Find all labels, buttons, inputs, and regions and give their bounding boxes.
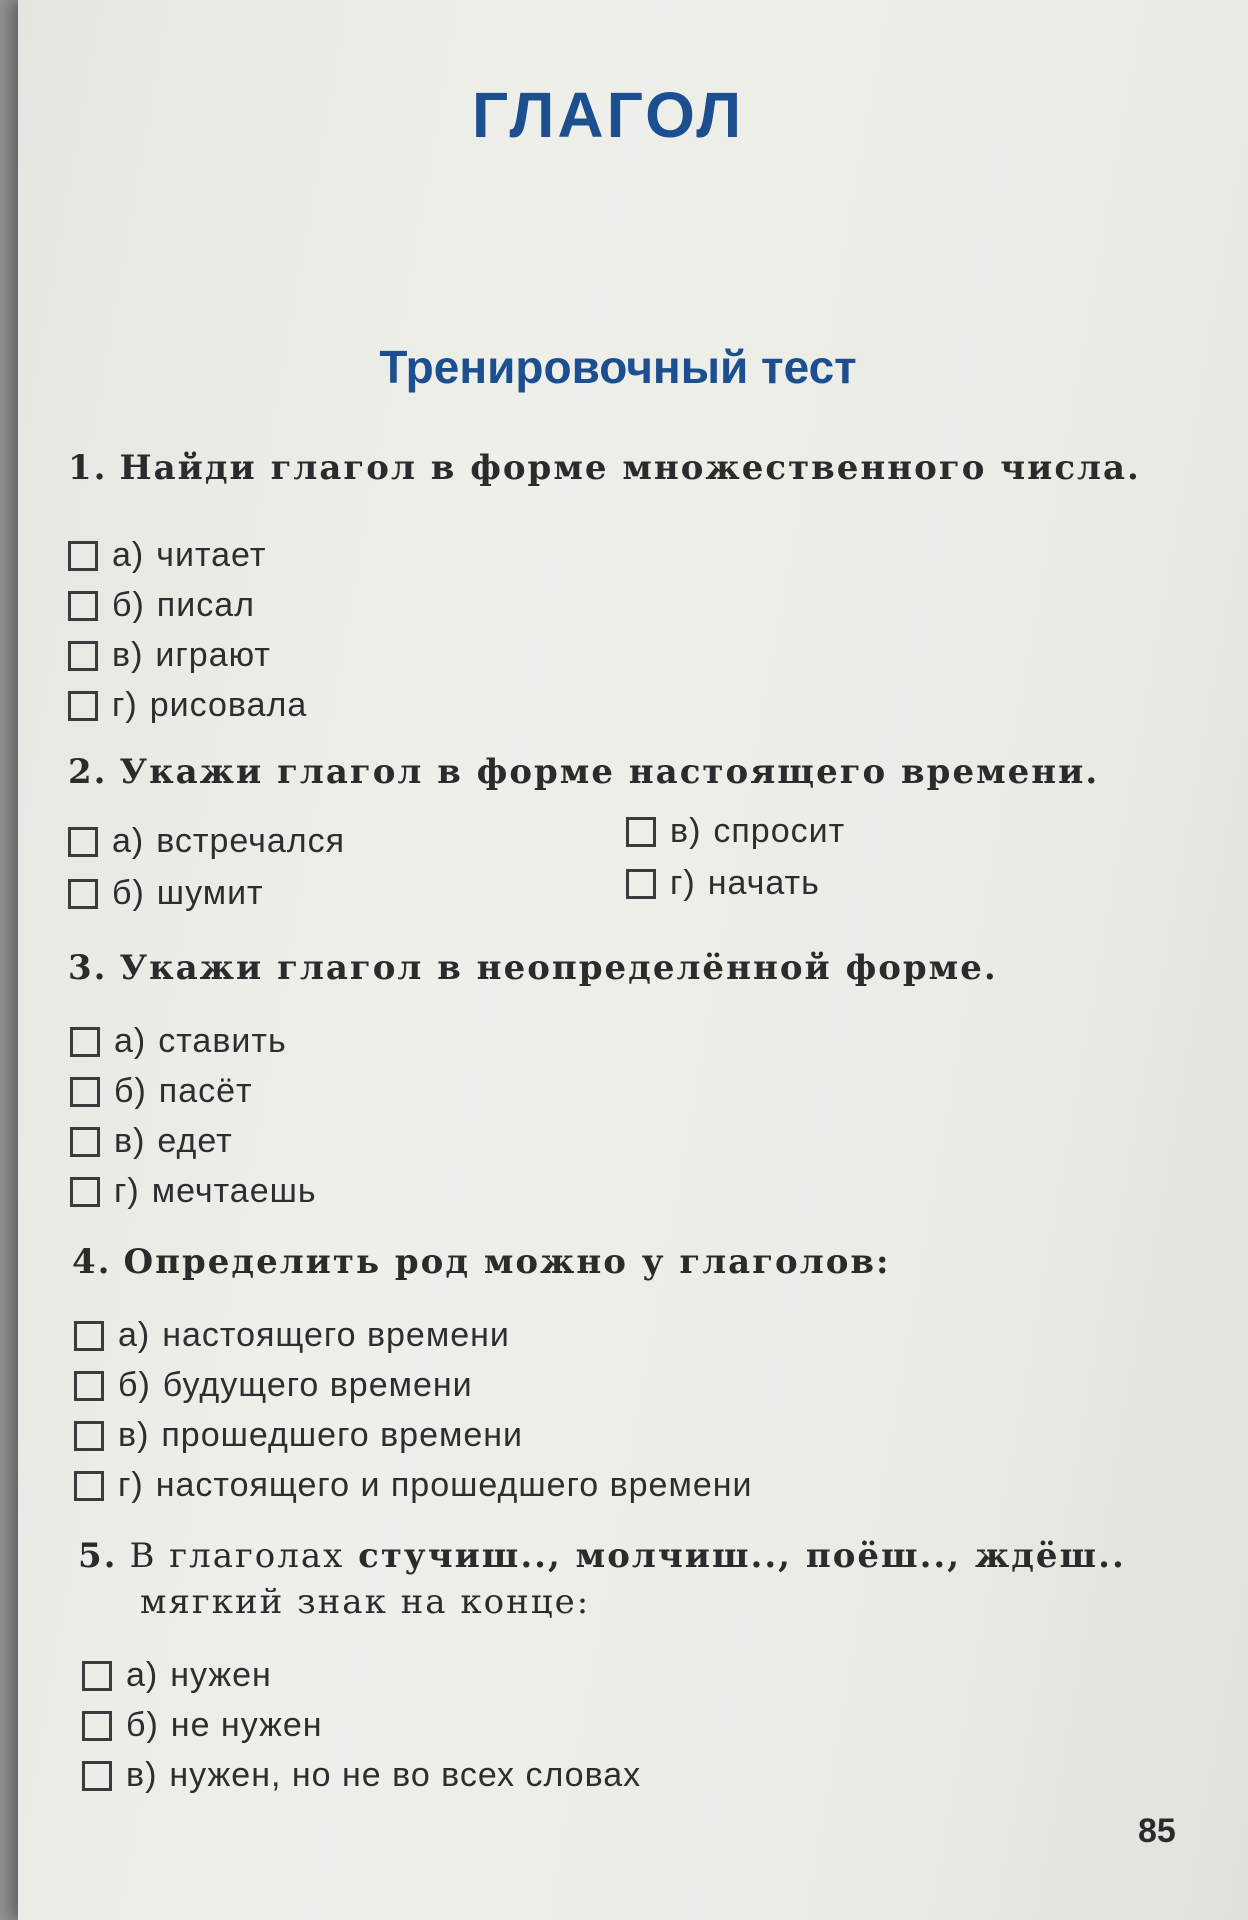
question-number: 1. bbox=[68, 448, 108, 488]
option-3d[interactable] bbox=[70, 1172, 317, 1211]
question-5 bbox=[78, 1536, 1126, 1576]
option-letter: б) bbox=[126, 1706, 159, 1744]
checkbox[interactable] bbox=[68, 691, 98, 721]
option-text: нужен bbox=[170, 1656, 272, 1694]
question-text: Укажи глагол в неопределённой форме. bbox=[119, 948, 998, 988]
option-text: встречался bbox=[156, 822, 346, 860]
checkbox[interactable] bbox=[70, 1077, 100, 1107]
option-5c[interactable] bbox=[82, 1756, 641, 1795]
option-text: будущего времени bbox=[162, 1366, 473, 1404]
option-letter: г) bbox=[114, 1172, 140, 1210]
checkbox[interactable] bbox=[74, 1321, 104, 1351]
checkbox[interactable] bbox=[82, 1761, 112, 1791]
option-text: играют bbox=[155, 636, 271, 674]
option-text: писал bbox=[156, 586, 255, 624]
question-2 bbox=[68, 752, 1099, 792]
option-1c[interactable] bbox=[68, 636, 271, 675]
question-text-line2: мягкий знак на конце: bbox=[140, 1582, 591, 1622]
option-letter: а) bbox=[114, 1022, 147, 1060]
option-4c[interactable] bbox=[74, 1416, 523, 1455]
checkbox[interactable] bbox=[74, 1371, 104, 1401]
question-1 bbox=[68, 448, 1141, 488]
checkbox[interactable] bbox=[74, 1471, 104, 1501]
checkbox[interactable] bbox=[68, 641, 98, 671]
option-2b[interactable] bbox=[68, 874, 264, 913]
option-letter: в) bbox=[126, 1756, 158, 1794]
checkbox[interactable] bbox=[70, 1177, 100, 1207]
option-letter: а) bbox=[112, 822, 145, 860]
option-text: ставить bbox=[158, 1022, 287, 1060]
question-5-line2 bbox=[140, 1582, 590, 1622]
checkbox[interactable] bbox=[70, 1127, 100, 1157]
question-number: 4. bbox=[72, 1242, 112, 1282]
checkbox[interactable] bbox=[626, 869, 656, 899]
option-1d[interactable] bbox=[68, 686, 307, 725]
question-3 bbox=[68, 948, 998, 988]
checkbox[interactable] bbox=[70, 1027, 100, 1057]
option-3a[interactable] bbox=[70, 1022, 287, 1061]
test-subtitle: Тренировочный тест bbox=[379, 341, 857, 393]
option-1b[interactable] bbox=[68, 586, 255, 625]
option-text: шумит bbox=[156, 874, 264, 912]
option-3c[interactable] bbox=[70, 1122, 233, 1161]
question-number: 2. bbox=[68, 752, 108, 792]
question-words: стучиш.., молчиш.., поёш.., ждёш.. bbox=[358, 1536, 1126, 1576]
page-number: 85 bbox=[1138, 1812, 1176, 1850]
option-2a[interactable] bbox=[68, 822, 345, 861]
checkbox[interactable] bbox=[68, 541, 98, 571]
question-text: В глаголах bbox=[129, 1536, 345, 1576]
option-letter: а) bbox=[118, 1316, 151, 1354]
option-text: спросит bbox=[713, 812, 846, 850]
option-text: едет bbox=[157, 1122, 233, 1160]
option-letter: а) bbox=[126, 1656, 159, 1694]
textbook-page bbox=[18, 0, 1248, 1920]
option-text: читает bbox=[156, 536, 267, 574]
question-number: 5. bbox=[78, 1536, 118, 1576]
option-1a[interactable] bbox=[68, 536, 266, 575]
option-4b[interactable] bbox=[74, 1366, 473, 1405]
option-4a[interactable] bbox=[74, 1316, 510, 1355]
question-text: Определить род можно у глаголов: bbox=[123, 1242, 891, 1282]
option-2d[interactable] bbox=[626, 864, 820, 903]
option-letter: г) bbox=[112, 686, 138, 724]
checkbox[interactable] bbox=[68, 591, 98, 621]
option-text: нужен, но не во всех словах bbox=[169, 1756, 642, 1794]
option-letter: в) bbox=[670, 812, 702, 850]
checkbox[interactable] bbox=[82, 1711, 112, 1741]
option-letter: в) bbox=[118, 1416, 150, 1454]
checkbox[interactable] bbox=[74, 1421, 104, 1451]
option-letter: б) bbox=[112, 586, 145, 624]
option-letter: б) bbox=[118, 1366, 151, 1404]
option-text: начать bbox=[707, 864, 820, 902]
option-text: мечтаешь bbox=[151, 1172, 317, 1210]
option-3b[interactable] bbox=[70, 1072, 253, 1111]
page-title: ГЛАГОЛ bbox=[471, 79, 745, 151]
checkbox[interactable] bbox=[68, 879, 98, 909]
option-letter: в) bbox=[112, 636, 144, 674]
question-4 bbox=[72, 1242, 891, 1282]
checkbox[interactable] bbox=[626, 817, 656, 847]
option-letter: г) bbox=[670, 864, 696, 902]
option-text: прошедшего времени bbox=[161, 1416, 524, 1454]
option-letter: б) bbox=[114, 1072, 147, 1110]
option-text: не нужен bbox=[170, 1706, 323, 1744]
question-text: Укажи глагол в форме настоящего времени. bbox=[119, 752, 1100, 792]
question-number: 3. bbox=[68, 948, 108, 988]
option-letter: б) bbox=[112, 874, 145, 912]
option-text: рисовала bbox=[149, 686, 308, 724]
option-5b[interactable] bbox=[82, 1706, 323, 1745]
checkbox[interactable] bbox=[82, 1661, 112, 1691]
option-4d[interactable] bbox=[74, 1466, 753, 1505]
option-letter: в) bbox=[114, 1122, 146, 1160]
option-text: настоящего и прошедшего времени bbox=[155, 1466, 753, 1504]
option-letter: а) bbox=[112, 536, 145, 574]
option-text: настоящего времени bbox=[162, 1316, 510, 1354]
checkbox[interactable] bbox=[68, 827, 98, 857]
option-2c[interactable] bbox=[626, 812, 845, 851]
option-text: пасёт bbox=[158, 1072, 253, 1110]
option-5a[interactable] bbox=[82, 1656, 272, 1695]
option-letter: г) bbox=[118, 1466, 144, 1504]
question-text: Найди глагол в форме множественного числа. bbox=[119, 448, 1141, 488]
